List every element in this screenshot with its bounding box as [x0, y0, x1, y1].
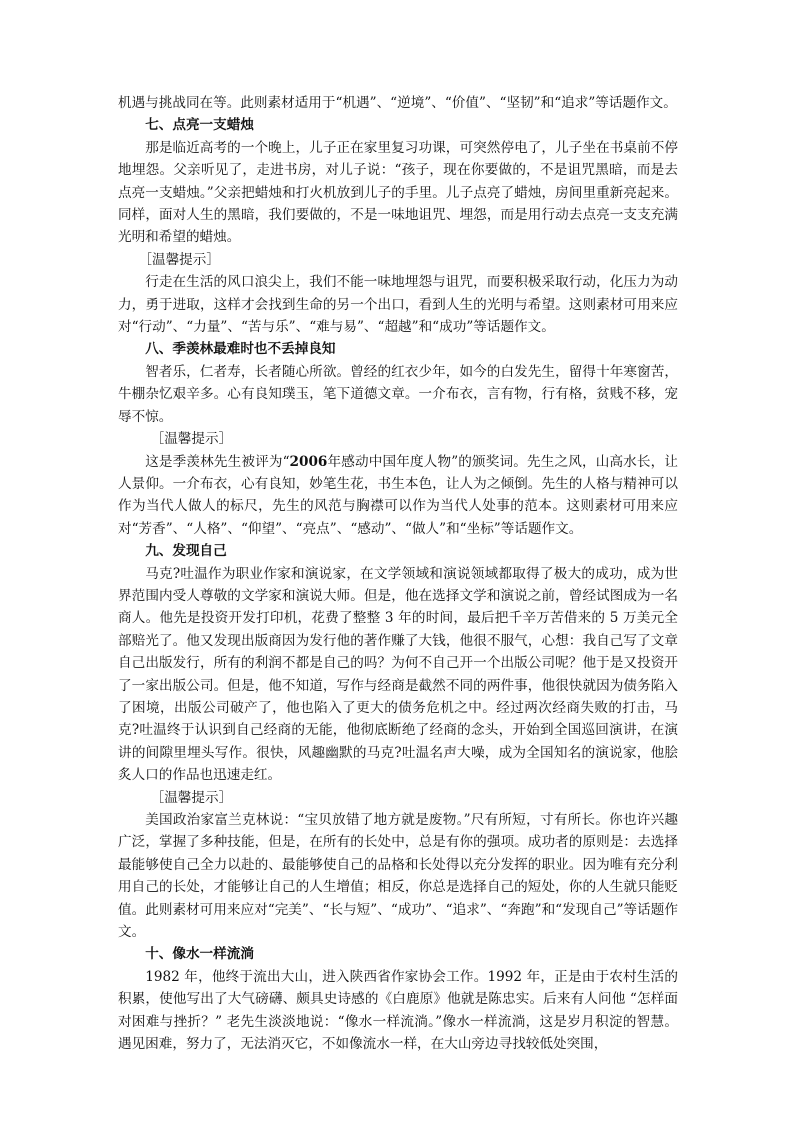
body-paragraph: 行走在生活的风口浪尖上，我们不能一味地埋怨与诅咒，而要积极采取行动，化压力为动力，勇于进取，这样才会找到生命的另一个出口，看到人生的光明与希望。这则素材可用来应对“行动”、“力量”、“苦与乐”、“难与易”、“超越”和“成功”等话题作文。	[118, 274, 678, 336]
paragraph-continued: 机遇与挑战同在等。此则素材适用于“机遇”、“逆境”、“价值”、“坚韧”和“追求”等话题作文。	[118, 95, 677, 111]
tip-label: ［温馨提示］	[150, 789, 233, 806]
tip-label: ［温馨提示］	[150, 431, 233, 448]
body-text: 这是季羡林先生被评为“	[145, 453, 290, 470]
section-heading-10: 十、像水一样流淌	[145, 946, 254, 963]
body-paragraph: 马克?吐温作为职业作家和演说家，在文学领域和演说领域都取得了极大的成功，成为世界范围内受人尊敬的文学家和演说大师。但是，他在选择文学和演说之前，曾经试图成为一名商人。他先是投资开发打印机，花费了整整 3 年的时间，最后把千辛万苦借来的 5 万美元全部赔光了。他又发现出版商因为发行他的著作赚了大钱，他很不服气，心想：我自己写了文章自己出版发行，所有的利润不都是自己的吗？为何不自己开一个出版公司呢？他于是又投资开了一家出版公司。但是，他不知道，写作与经商是截然不同的两件事，他很快就因为债务陷入了困境，出版公司破产了，他也陷入了更大的债务危机之中。经过两次经商失败的打击，马克?吐温终于认识到自己经商的无能，他彻底断绝了经商的念头，开始到全国巡回演讲，在演讲的间隙里埋头写作。很快，风趣幽默的马克?吐温名声大噪，成为全国知名的演说家，他脍炙人口的作品也迅速走红。	[118, 565, 678, 784]
section-heading-7: 七、点亮一支蜡烛	[145, 117, 254, 134]
body-paragraph: 那是临近高考的一个晚上，儿子正在家里复习功课，可突然停电了，儿子坐在书桌前不停地埋怨。父亲听见了，走进书房，对儿子说：“孩子，现在你要做的，不是诅咒黑暗，而是去点亮一支蜡烛。”父亲把蜡烛和打火机放到儿子的手里。儿子点亮了蜡烛，房间里重新亮起来。同样，面对人生的黑暗，我们要做的，不是一味地诅咒、埋怨，而是用行动去点亮一支支充满光明和希望的蜡烛。	[118, 139, 678, 246]
body-paragraph: 智者乐，仁者寿，长者随心所欲。曾经的红衣少年，如今的白发先生，留得十年寒窗苦，牛棚杂忆艰辛多。心有良知璞玉，笔下道德文章。一介布衣，言有物，行有格，贫贱不移，宠辱不惊。	[118, 363, 678, 425]
body-paragraph: 1982 年，他终于流出大山，进入陕西省作家协会工作。1992 年，正是由于农村生活的积累，使他写出了大气磅礴、颇具史诗感的《白鹿原》他就是陈忠实。后来有人问他 “怎样面对困难与挫折？” 老先生淡淡地说：“像水一样流淌。”像水一样流淌，这是岁月积淀的智慧。遇见困难，努力了，无法消灭它，不如像流水一样，在大山旁边寻找较低处突围，	[118, 968, 678, 1053]
document-page	[118, 92, 678, 1055]
tip-label: ［温馨提示］	[138, 251, 220, 268]
body-text: 年感动中国年度人物”的颁奖词。先生之风，山高水长，让人景仰。一介布衣，心有良知，妙笔生花，书生本色，让人为之倾倒。先生的人格与精神可以作为当代人做人的标尺，先生的风范与胸襟可以作为当代人处事的范本。这则素材可用来应对“芳香”、“人格”、“仰望”、“亮点”、“感动”、“做人”和“坐标”等话题作文。	[118, 453, 678, 537]
body-paragraph: 美国政治家富兰克林说：“宝贝放错了地方就是废物。”尺有所短，寸有所长。你也许兴趣广泛，掌握了多种技能，但是，在所有的长处中，总是有你的强项。成功者的原则是：去选择最能够使自己全力以赴的、最能够使自己的品格和长处得以充分发挥的职业。因为唯有充分利用自己的长处，才能够让自己的人生增值；相反，你总是选择自己的短处，你的人生就只能贬值。此则素材可用来应对“完美”、“长与短”、“成功”、“追求”、“奔跑”和“发现自己”等话题作文。	[118, 812, 678, 941]
section-heading-8: 八、季羡林最难时也不丢掉良知	[145, 341, 336, 358]
year-bold: 2006	[289, 453, 328, 470]
body-paragraph	[118, 451, 678, 541]
section-heading-9: 九、发现自己	[145, 543, 227, 560]
